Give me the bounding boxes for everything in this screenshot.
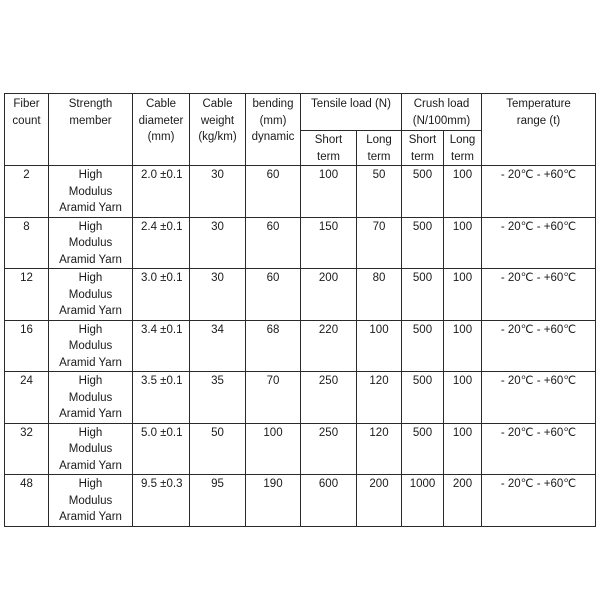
cell-crush-long: 200 [444,475,482,527]
cell-temperature: - 20℃ - +60℃ [482,166,596,218]
cell-crush-short: 500 [402,372,444,424]
cell-cable-weight: 30 [190,269,246,321]
cell-bending: 100 [246,423,301,475]
cell-cable-weight: 34 [190,320,246,372]
subheader-tensile-short-term: Short term [301,131,357,166]
subheader-crush-short-term: Short term [402,131,444,166]
cell-crush-short: 500 [402,423,444,475]
cell-crush-long: 100 [444,372,482,424]
cell-crush-long: 100 [444,166,482,218]
cell-bending: 70 [246,372,301,424]
header-bending: bending (mm) dynamic [246,94,301,166]
cell-cable-diameter: 3.5 ±0.1 [133,372,190,424]
cell-tensile-long: 70 [357,217,402,269]
header-strength-member: Strength member [49,94,133,166]
cell-crush-short: 500 [402,320,444,372]
cell-fiber-count: 24 [5,372,49,424]
cell-tensile-long: 120 [357,423,402,475]
cell-temperature: - 20℃ - +60℃ [482,217,596,269]
cell-strength-member: High Modulus Aramid Yarn [49,217,133,269]
cell-crush-short: 1000 [402,475,444,527]
cell-bending: 60 [246,217,301,269]
header-crush-load: Crush load (N/100mm) [402,94,482,131]
cell-bending: 60 [246,166,301,218]
cell-tensile-short: 220 [301,320,357,372]
cell-tensile-short: 600 [301,475,357,527]
subheader-crush-long-term: Long term [444,131,482,166]
cell-strength-member: High Modulus Aramid Yarn [49,372,133,424]
cell-temperature: - 20℃ - +60℃ [482,320,596,372]
cell-tensile-short: 250 [301,423,357,475]
header-fiber-count: Fiber count [5,94,49,166]
subheader-tensile-long-term: Long term [357,131,402,166]
cell-fiber-count: 8 [5,217,49,269]
cable-spec-table [4,93,596,527]
cell-temperature: - 20℃ - +60℃ [482,475,596,527]
cell-strength-member: High Modulus Aramid Yarn [49,475,133,527]
table-row [5,269,596,321]
cell-tensile-long: 120 [357,372,402,424]
cell-strength-member: High Modulus Aramid Yarn [49,320,133,372]
table-row [5,423,596,475]
cell-cable-weight: 30 [190,166,246,218]
cell-tensile-long: 80 [357,269,402,321]
cell-crush-short: 500 [402,166,444,218]
header-tensile-load: Tensile load (N) [301,94,402,131]
cell-fiber-count: 2 [5,166,49,218]
cell-crush-long: 100 [444,320,482,372]
cell-tensile-short: 250 [301,372,357,424]
cell-tensile-long: 200 [357,475,402,527]
cell-cable-diameter: 9.5 ±0.3 [133,475,190,527]
cell-fiber-count: 32 [5,423,49,475]
cell-strength-member: High Modulus Aramid Yarn [49,269,133,321]
cell-cable-diameter: 3.4 ±0.1 [133,320,190,372]
cell-cable-diameter: 3.0 ±0.1 [133,269,190,321]
cell-crush-short: 500 [402,217,444,269]
cell-cable-diameter: 2.4 ±0.1 [133,217,190,269]
cell-temperature: - 20℃ - +60℃ [482,423,596,475]
cell-tensile-short: 150 [301,217,357,269]
header-cable-weight: Cable weight (kg/km) [190,94,246,166]
table-row [5,320,596,372]
cell-fiber-count: 16 [5,320,49,372]
cell-fiber-count: 48 [5,475,49,527]
table-row [5,372,596,424]
cell-cable-weight: 35 [190,372,246,424]
header-temperature: Temperature range (t) [482,94,596,166]
cell-crush-long: 100 [444,423,482,475]
cell-tensile-short: 200 [301,269,357,321]
cell-bending: 60 [246,269,301,321]
cell-strength-member: High Modulus Aramid Yarn [49,166,133,218]
cell-tensile-short: 100 [301,166,357,218]
cell-cable-diameter: 2.0 ±0.1 [133,166,190,218]
cell-tensile-long: 100 [357,320,402,372]
cell-bending: 190 [246,475,301,527]
table-row [5,166,596,218]
cell-cable-diameter: 5.0 ±0.1 [133,423,190,475]
cell-temperature: - 20℃ - +60℃ [482,269,596,321]
cell-cable-weight: 50 [190,423,246,475]
table-row [5,475,596,527]
header-cable-diameter: Cable diameter (mm) [133,94,190,166]
cell-cable-weight: 30 [190,217,246,269]
table-row [5,217,596,269]
cell-cable-weight: 95 [190,475,246,527]
header-row [5,94,596,131]
cell-crush-short: 500 [402,269,444,321]
cell-crush-long: 100 [444,269,482,321]
cell-crush-long: 100 [444,217,482,269]
cell-fiber-count: 12 [5,269,49,321]
cell-tensile-long: 50 [357,166,402,218]
cell-temperature: - 20℃ - +60℃ [482,372,596,424]
cell-strength-member: High Modulus Aramid Yarn [49,423,133,475]
cell-bending: 68 [246,320,301,372]
